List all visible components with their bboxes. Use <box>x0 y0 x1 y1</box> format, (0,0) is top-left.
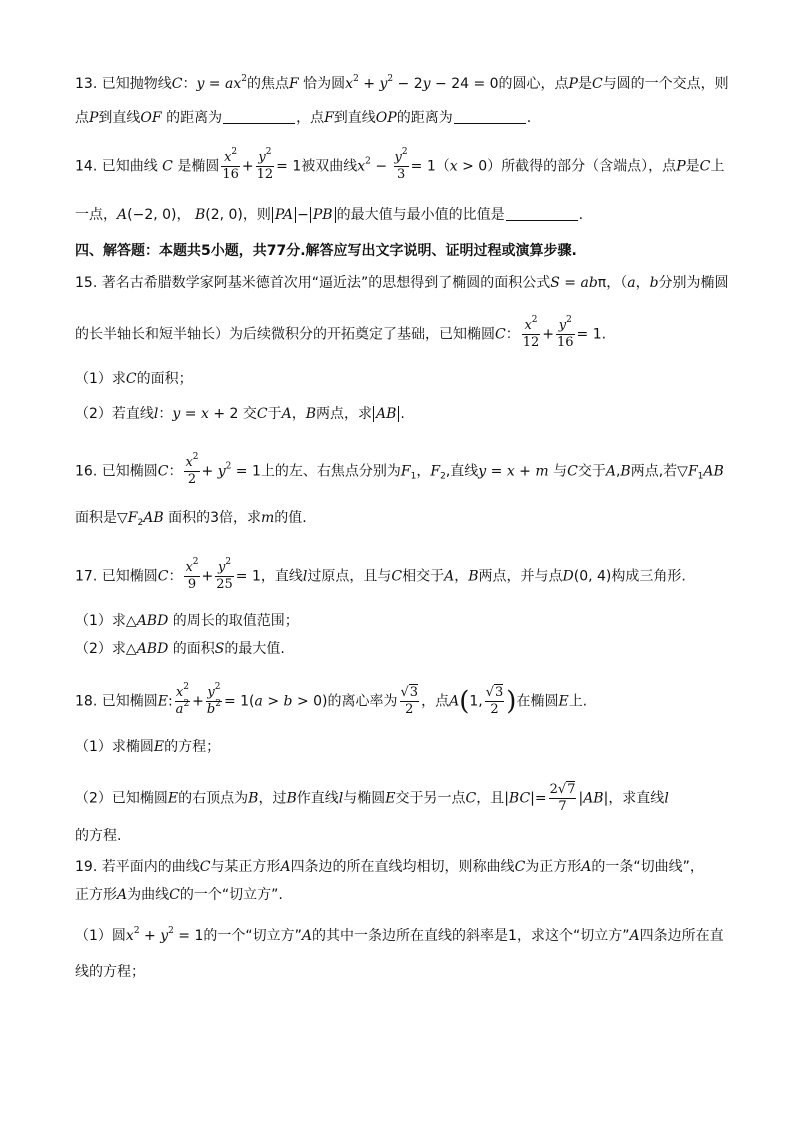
answer-blank <box>454 109 526 124</box>
q13-line2: 点P到直线OF 的距离为 ，点F到直线OP的距离为 . <box>75 110 532 126</box>
q16-line1: 16. 已知椭圆C： $\frac{x^2}{2}$ + $y^2 = 1$上的左、右焦点分别为$F_1$，$F_2$,直线y = x + m 与C交于A,B两点,若$▽F_1AB$ <box>75 452 724 487</box>
q18-line1: 18. 已知椭圆E: $\frac{x^2}{a^2}$ + $\frac{y^2}{b^2}$ = 1(a > b > 0)的离心率为 $\frac{√3}{2}$ ，点A(1, $\frac{√3}{2}$ )在椭圆E上. <box>75 682 588 717</box>
q16-line2: 面积是$▽F_2AB$ 面积的3倍，求m的值. <box>75 510 307 528</box>
section-heading: 四、解答题：本题共5小题，共77分.解答应写出文字说明、证明过程或演算步骤. <box>75 243 577 259</box>
q13-text: 13. 已知抛物线 <box>75 76 172 92</box>
q19-part1: （1）圆$x^2 + y^2 = 1$的一个“切立方”A的其中一条边所在直线的斜率是1，求这个“切立方”A四条边所在直 <box>75 926 724 944</box>
q17-part2: （2）求△ABD 的面积S的最大值. <box>75 641 285 657</box>
q18-part2-cont: 的方程. <box>75 828 122 844</box>
q19-part1-cont: 线的方程； <box>75 964 145 980</box>
q18-part2: （2）已知椭圆E的右顶点为B，过B作直线l与椭圆E交于另一点C，且|BC|= $\frac{2√7}{7}$ |AB|，求直线l <box>75 782 669 814</box>
q19-line1: 19. 若平面内的曲线C与某正方形A四条边的所在直线均相切，则称曲线C为正方形A的一条“切曲线”， <box>75 859 704 875</box>
q13-line1: 13. 已知抛物线C：$y = ax^2$的焦点F 恰为圆$x^2 + y^2 - 2y - 24 = 0$的圆心，点P是C与圆的一个交点，则 <box>75 74 729 92</box>
q15-line1: 15. 著名古希腊数学家阿基米德首次用“逼近法”的思想得到了椭圆的面积公式S = abπ，（a，b分别为椭圆 <box>75 275 729 291</box>
q14-line1: 14. 已知曲线 C 是椭圆 $\frac{x^2}{16}$ + $\frac{y^2}{12}$ = 1被双曲线$x^2$ − $\frac{y^2}{3}$ = 1（x > 0）所截得的部分（含端点），点P是C上 <box>75 147 725 182</box>
q15-part2: （2）若直线l：y = x + 2 交C于A，B两点，求 AB . <box>75 406 405 422</box>
q19-line2: 正方形A为曲线C的一个“切立方”. <box>75 887 283 903</box>
answer-blank <box>223 109 295 124</box>
q17-part1: （1）求△ABD 的周长的取值范围； <box>75 613 299 629</box>
q15-line2: 的长半轴长和短半轴长）为后续微积分的开拓奠定了基础，已知椭圆C： $\frac{x^2}{12}$ + $\frac{y^2}{16}$ = 1. <box>75 315 607 350</box>
q15-part1: （1）求C的面积； <box>75 371 193 387</box>
q14-line2: 一点，A(−2, 0)， B(2, 0)，则 PA − PB 的最大值与最小值的比值是 . <box>75 207 584 223</box>
q18-part1: （1）求椭圆E的方程； <box>75 739 221 755</box>
q17-line1: 17. 已知椭圆C： $\frac{x^2}{9}$ + $\frac{y^2}{25}$ = 1，直线l过原点，且与C相交于A，B两点，并与点D(0, 4)构成三角形. <box>75 557 686 592</box>
answer-blank <box>506 206 578 221</box>
